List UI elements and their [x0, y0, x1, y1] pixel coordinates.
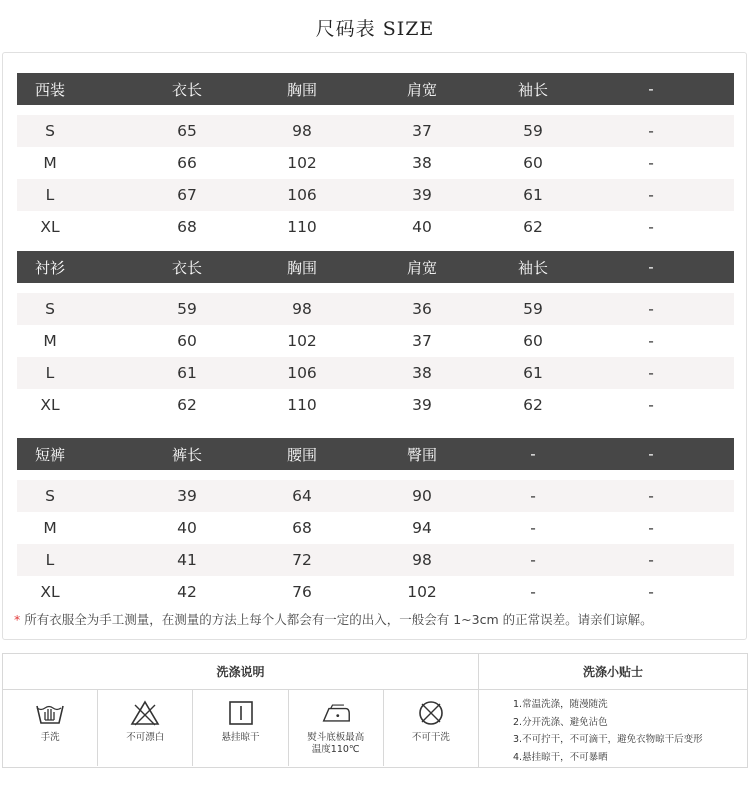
washing-instructions-title: 洗涤说明: [3, 654, 478, 690]
size-cell: M: [43, 154, 57, 172]
table-cell: 102: [287, 154, 317, 172]
table-cell: 38: [412, 364, 432, 382]
page-title: 尺码表 SIZE: [315, 18, 435, 40]
table-cell: -: [648, 364, 654, 382]
table-cell: 37: [412, 122, 432, 140]
no-bleach-icon: [130, 700, 160, 726]
table-cell: 36: [412, 300, 432, 318]
table-cell: 59: [523, 300, 543, 318]
size-cell: S: [45, 122, 55, 140]
table-cell: -: [648, 396, 654, 414]
table-cell: -: [530, 519, 536, 537]
header-cell: 衣长: [171, 80, 202, 99]
table-row: [17, 480, 734, 512]
size-table-suit: [17, 73, 734, 243]
no-dry-clean-icon: [416, 700, 446, 726]
care-label: 手洗: [40, 732, 60, 743]
washing-tips: [479, 654, 747, 767]
table-cell: -: [648, 218, 654, 236]
table-cell: 59: [177, 300, 197, 318]
table-cell: 60: [177, 332, 197, 350]
table-row: [17, 325, 734, 357]
header-cell: -: [648, 258, 654, 276]
note-star: *: [14, 612, 21, 627]
table-cell: -: [648, 519, 654, 537]
table-row: [17, 389, 734, 421]
table-row: [17, 293, 734, 325]
header-cell: 袖长: [517, 80, 548, 99]
size-cell: L: [45, 364, 55, 382]
table-cell: 68: [177, 218, 197, 236]
table-cell: 98: [292, 122, 312, 140]
table-cell: 61: [523, 364, 543, 382]
size-table-shorts: [17, 438, 734, 608]
header-cell: 裤长: [171, 445, 202, 464]
table-cell: 102: [287, 332, 317, 350]
table-cell: 102: [407, 583, 437, 601]
size-cell: M: [43, 332, 57, 350]
size-cell: XL: [40, 583, 60, 601]
size-table-shirt: [17, 251, 734, 421]
tip-item: 4.悬挂晾干，不可暴晒: [513, 751, 608, 763]
table-cell: 39: [412, 396, 432, 414]
header-cell: 袖长: [517, 258, 548, 277]
table-cell: -: [648, 122, 654, 140]
header-cell: 腰围: [286, 445, 317, 464]
table-cell: -: [648, 300, 654, 318]
table-cell: 90: [412, 487, 432, 505]
table-cell: 60: [523, 332, 543, 350]
care-item: [384, 690, 478, 766]
care-label: 熨斗底板最高 温度110℃: [307, 732, 365, 755]
table-cell: 40: [177, 519, 197, 537]
header-cell: -: [530, 445, 536, 463]
table-cell: 72: [292, 551, 312, 569]
size-cell: XL: [40, 396, 60, 414]
table-cell: 62: [523, 218, 543, 236]
table-row: [17, 115, 734, 147]
care-item: [193, 690, 288, 766]
table-cell: 66: [177, 154, 197, 172]
table-cell: -: [648, 186, 654, 204]
table-cell: 106: [287, 186, 317, 204]
table-cell: 37: [412, 332, 432, 350]
table-cell: 110: [287, 218, 317, 236]
table-cell: 110: [287, 396, 317, 414]
table-cell: -: [530, 551, 536, 569]
care-label: 悬挂晾干: [221, 732, 260, 743]
size-cell: S: [45, 300, 55, 318]
table-row: [17, 512, 734, 544]
table-cell: -: [648, 551, 654, 569]
table-cell: 67: [177, 186, 197, 204]
header-cell: 短裤: [35, 445, 66, 464]
table-cell: 76: [292, 583, 312, 601]
table-cell: -: [648, 332, 654, 350]
table-cell: 41: [177, 551, 197, 569]
table-cell: 62: [523, 396, 543, 414]
care-label: 不可漂白: [126, 732, 165, 743]
table-cell: -: [648, 487, 654, 505]
tip-item: 1.常温洗涤，随漫随洗: [513, 699, 608, 710]
tip-item: 2.分开洗涤、避免沾色: [513, 716, 608, 728]
care-label: 不可干洗: [411, 732, 450, 743]
table-row: [17, 357, 734, 389]
washing-tips-title: 洗涤小贴士: [479, 654, 747, 690]
size-cell: S: [45, 487, 55, 505]
header-cell: 胸围: [286, 80, 317, 99]
header-cell: 西装: [35, 80, 66, 99]
hang-dry-icon: [226, 700, 256, 726]
table-cell: -: [648, 154, 654, 172]
table-header: [17, 438, 734, 470]
size-cell: M: [43, 519, 57, 537]
washing-section: [2, 653, 748, 768]
size-cell: XL: [40, 218, 60, 236]
care-item: [98, 690, 193, 766]
table-cell: -: [530, 583, 536, 601]
table-cell: 39: [177, 487, 197, 505]
table-cell: 65: [177, 122, 197, 140]
size-cell: L: [45, 551, 55, 569]
table-cell: -: [530, 487, 536, 505]
table-row: [17, 211, 734, 243]
table-cell: 64: [292, 487, 312, 505]
table-header: [17, 251, 734, 283]
table-cell: 98: [292, 300, 312, 318]
table-row: [17, 576, 734, 608]
hand-wash-icon: [35, 700, 65, 726]
table-cell: 68: [292, 519, 312, 537]
header-cell: 肩宽: [406, 258, 437, 277]
table-cell: 62: [177, 396, 197, 414]
table-cell: 59: [523, 122, 543, 140]
table-cell: 61: [177, 364, 197, 382]
table-row: [17, 544, 734, 576]
care-item: [3, 690, 98, 766]
table-cell: 39: [412, 186, 432, 204]
header-cell: -: [648, 445, 654, 463]
table-cell: 60: [523, 154, 543, 172]
size-cell: L: [45, 186, 55, 204]
iron-icon: [321, 700, 351, 726]
table-row: [17, 147, 734, 179]
care-item: [289, 690, 384, 766]
table-cell: 38: [412, 154, 432, 172]
table-cell: 40: [412, 218, 432, 236]
header-cell: 肩宽: [406, 80, 437, 99]
table-cell: 42: [177, 583, 197, 601]
header-cell: -: [648, 80, 654, 98]
note-text: 所有衣服全为手工测量，在测量的方法上每个人都会有一定的出入，一般会有 1~3cm 的正常误差。请亲们谅解。: [24, 612, 653, 627]
measurement-note: [14, 610, 653, 628]
table-cell: -: [648, 583, 654, 601]
table-cell: 94: [412, 519, 432, 537]
table-row: [17, 179, 734, 211]
header-cell: 衣长: [171, 258, 202, 277]
tip-item: 3.不可拧干，不可滴干，避免衣物晾干后变形: [513, 734, 703, 745]
table-cell: 106: [287, 364, 317, 382]
washing-instructions: [3, 654, 479, 767]
header-cell: 胸围: [286, 258, 317, 277]
header-cell: 臀围: [406, 445, 437, 464]
table-cell: 61: [523, 186, 543, 204]
header-cell: 衬衫: [35, 258, 66, 277]
table-cell: 98: [412, 551, 432, 569]
table-header: [17, 73, 734, 105]
